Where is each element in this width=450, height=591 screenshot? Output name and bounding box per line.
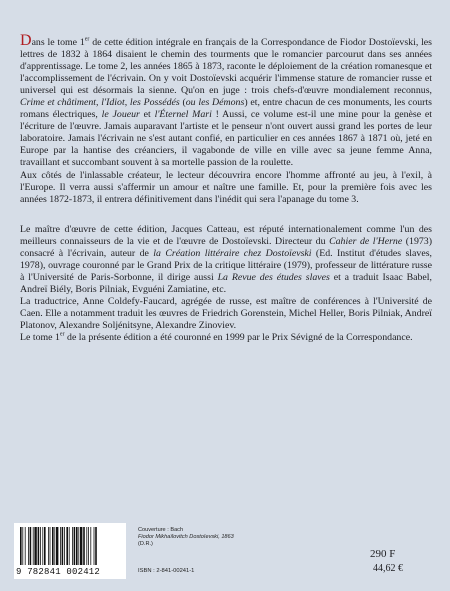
credit-rights: (D.R.) (138, 541, 153, 547)
intro-text-4: ! Aussi, ce volume est-il une mine pour la genèse et l'écriture de l'œuvre. Jamais auparavant l'artiste et le penseur n'ont ouvert aussi grand les portes de leur laboratoire. Jamais l'écrivain ne s'est autant confié, en particulier en ces années 1867 à 1871 où, jeté en Europe par la hantise des créanciers, il vagabonde de ville en ville avec sa jeune femme Anna, travaillant et succombant souvent à sa mortelle passion de la roulette. (20, 109, 433, 169)
bio-text-4: et a traduit Isaac Babel, Andreï Biély, Boris Pilniak, Evguéni Zamiatine, etc. (20, 271, 432, 295)
prize-text-2: de la présente édition a été couronné en 1999 par le Prix Sévigné de la Correspondance. (64, 332, 413, 344)
title-eternel-mari: l'Éternel Mari (154, 109, 212, 121)
intro-text-2: de cette édition intégrale en français de la Correspondance de Fiodor Dostoïevski, les lettres de 1832 à 1864 disaient le chemin des tourments que le romancier parcourut dans ses années d'apprentissage. Le tome 2, les années 1865 à 1873, raconte le déploiement de la création romanesque et l'accomplissement de l'écrivain. On y voit Dostoïevski acquérir l'immense stature de romancier russe et universel qui est désormais la sienne. Qu'on en juge : trois chefs-d'œuvre mondialement reconnus, (20, 37, 433, 97)
sep-2: , (124, 97, 130, 109)
sep-5: et (139, 109, 155, 121)
second-paragraph: Aux côtés de l'inlassable créateur, le lecteur découvrira encore l'homme affronté au jeu, à l'exil, à l'Europe. Il verra aussi s'affermir un amour et naître une famille. Et, pour la première fois avec les années 1872-1873, il entrera définitivement dans l'inédit qui sera l'apanage du tome 3. (20, 169, 432, 205)
bio-text-2: (1973) consacré à l'écrivain, auteur de (20, 235, 432, 259)
title-joueur: le Joueur (101, 109, 140, 121)
drop-cap: D (20, 32, 32, 49)
sep-3: ( (179, 97, 186, 109)
prize-text-1: Le tome 1 (20, 332, 60, 344)
title-possedes: les Possédés (129, 97, 180, 109)
isbn: ISBN : 2-841-00241-1 (138, 568, 195, 574)
bio-title-herne: Cahier de l'Herne (329, 235, 403, 247)
title-crime: Crime et châtiment (20, 97, 97, 109)
title-idiot: l'Idiot (101, 97, 125, 109)
prize-paragraph (20, 332, 432, 344)
prize-sup: er (59, 331, 65, 338)
bio-text-3: (Ed. Institut d'études slaves, 1978), ouvrage couronné par le Grand Prix de la critique littéraire (1979), professeur de littérature russe à l'Université de Paris-Sorbonne, il dirige aussi (20, 247, 432, 283)
bio-title-revue: La Revue des études slaves (217, 271, 330, 283)
barcode-bars (20, 527, 120, 567)
price-francs: 290 F (370, 548, 396, 560)
translator-paragraph: La traductrice, Anne Coldefy-Faucard, agrégée de russe, est maître de conférences à l'Université de Caen. Elle a notamment traduit les œuvres de Friedrich Gorenstein, Michel Heller, Boris Pilniak, Andreï Platonov, Alexandre Soljénitsyne, Alexandre Zinoviev. (20, 295, 432, 332)
price-euros: 44,62 € (373, 563, 403, 574)
cover-credits (138, 527, 234, 548)
credit-portrait: Fiodor Mikhaïlovitch Dostoïevski, 1863 (138, 534, 234, 540)
barcode-digits: 9 782841 002412 (16, 567, 101, 577)
credit-cover: Couverture : Bach (138, 527, 184, 533)
barcode (14, 523, 126, 579)
bio-text-1: Le maître d'œuvre de cette édition, Jacques Catteau, est réputé internationalement comme l'un des meilleurs connaisseurs de la vie et de l'œuvre de Dostoïevski. Directeur du (20, 223, 432, 247)
sep-1: , (96, 97, 102, 109)
bio-title-creation: la Création littéraire chez Dostoïevski (153, 247, 312, 259)
intro-text-3: ) et, entre chacun de ces monuments, les courts romans électriques, (20, 97, 433, 121)
intro-text-1: ans le tome 1 (31, 37, 85, 48)
title-demons: ou les Démons (185, 97, 245, 109)
intro-sup: er (84, 36, 90, 43)
back-cover-text (20, 32, 433, 344)
intro-paragraph (20, 32, 433, 170)
editor-bio-paragraph (20, 224, 432, 296)
